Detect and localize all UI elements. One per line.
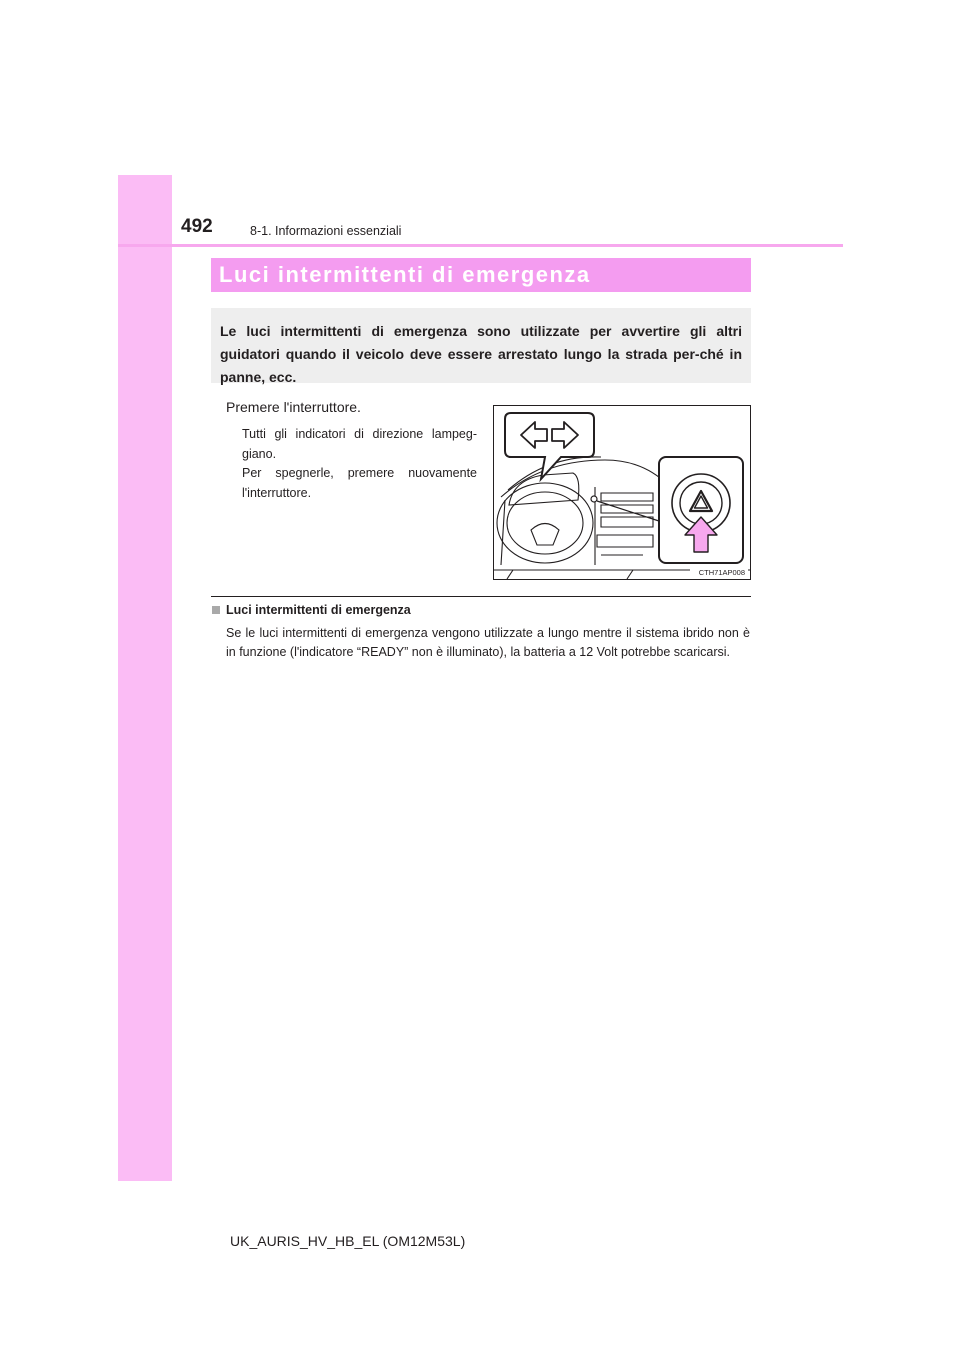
note-heading: Luci intermittenti di emergenza <box>226 603 411 617</box>
document-code: UK_AURIS_HV_HB_EL (OM12M53L) <box>230 1233 466 1249</box>
page-title: Luci intermittenti di emergenza <box>211 258 751 292</box>
figure-code: CTH71AP008 <box>698 568 745 577</box>
note-text: Se le luci intermittenti di emergenza vengono utilizzate a lungo mentre il sistema ibrido non è in funzione (l'indicatore “READY” non è illuminato), la batteria a 12 Volt potrebbe scaricarsi. <box>226 626 750 659</box>
instruction-description <box>242 425 477 503</box>
section-path: 8-1. Informazioni essenziali <box>250 224 402 238</box>
note-rule <box>211 596 751 597</box>
chapter-side-band <box>118 175 172 1181</box>
note-square-icon <box>212 606 220 614</box>
instruction-line: Per spegnerle, premere nuovamente l'interruttore. <box>242 466 477 500</box>
intro-box: Le luci intermittenti di emergenza sono utilizzate per avvertire gli altri guidatori quando il veicolo deve essere arrestato lungo la strada per-ché in panne, ecc. <box>211 308 751 383</box>
instruction-step: Premere l'interruttore. <box>226 399 361 415</box>
instruction-line: Tutti gli indicatori di direzione lampeg-giano. <box>242 427 477 461</box>
hazard-switch-figure <box>493 405 751 580</box>
header-rule <box>118 244 843 247</box>
switch-location-marker <box>591 496 597 502</box>
page-number: 492 <box>181 216 213 237</box>
